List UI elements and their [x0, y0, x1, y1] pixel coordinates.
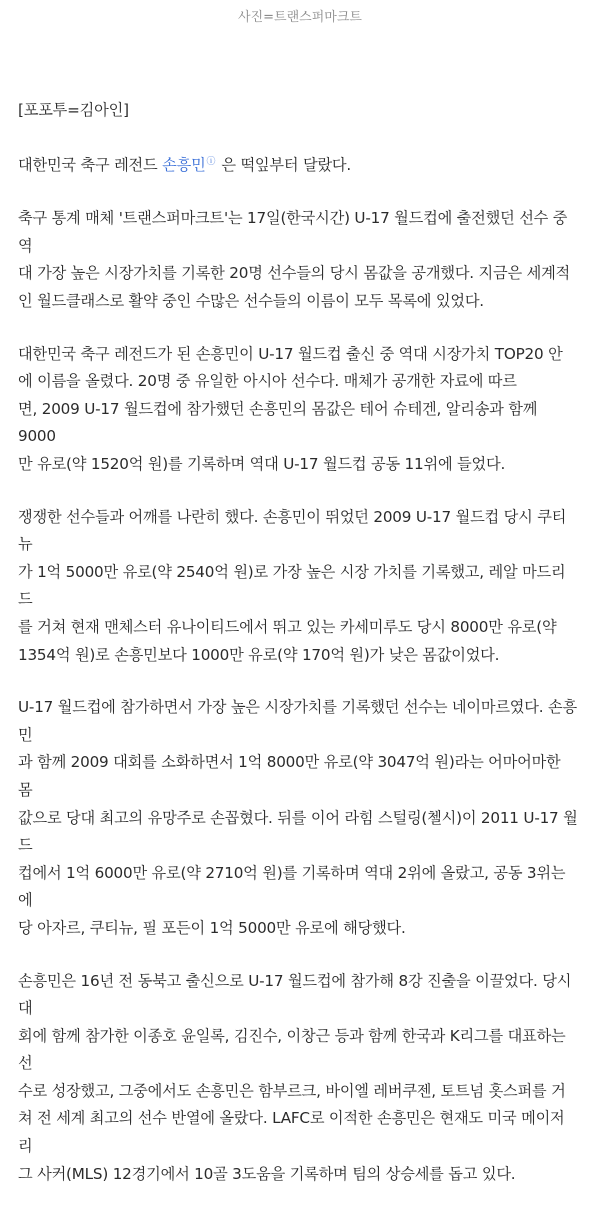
paragraph-line: 만 유로(약 1520억 원)를 기록하며 역대 U-17 월드컵 공동 11위에 들었다. [18, 455, 506, 473]
paragraph-line: 대한민국 축구 레전드가 된 손흥민이 U-17 월드컵 출신 중 역대 시장가치 TOP20 안 [18, 344, 563, 363]
article-paragraph [18, 205, 578, 315]
paragraph-line: 쳐 전 세계 최고의 선수 반열에 올랐다. LAFC로 이적한 손흥민은 현재도 미국 메이저리 [18, 1109, 565, 1156]
paragraph-line: 그 사커(MLS) 12경기에서 10골 3도움을 기록하며 팀의 상승세를 돕고 있다. [18, 1164, 516, 1183]
paragraph-line: 회에 함께 참가한 이종호 윤일록, 김진수, 이창근 등과 함께 한국과 K리그를 대표하는 선 [18, 1026, 566, 1073]
person-link[interactable]: 손흥민 [162, 155, 206, 174]
lead-text-before: 대한민국 축구 레전드 [18, 155, 163, 174]
paragraph-line: 쟁쟁한 선수들과 어깨를 나란히 했다. 손흥민이 뛰었던 2009 U-17 월드컵 당시 쿠티뉴 [18, 507, 567, 554]
lead-text-after: 은 떡잎부터 달랐다. [221, 155, 352, 174]
article-paragraph [18, 341, 578, 479]
article-paragraph [18, 968, 578, 1189]
paragraph-line: 대 가장 높은 시장가치를 기록한 20명 선수들의 당시 몸값을 공개했다. 지금은 세계적 [18, 264, 571, 283]
info-icon[interactable]: ⓘ [206, 156, 216, 167]
paragraph-line: 과 함께 2009 대회를 소화하면서 1억 8000만 유로(약 3047억 원)라는 어마어마한 몸 [18, 753, 561, 799]
paragraph-line: 가 1억 5000만 유로(약 2540억 원)로 가장 높은 시장 가치를 기록했고, 레알 마드리드 [18, 562, 566, 609]
paragraph-line: 손흥민은 16년 전 동북고 출신으로 U-17 월드컵에 참가해 8강 진출을 이끌었다. 당시 대 [18, 971, 572, 1018]
paragraph-line: 값으로 당대 최고의 유망주로 손꼽혔다. 뒤를 이어 라힘 스털링(첼시)이 2011 U-17 월드 [18, 808, 578, 855]
body-paragraphs [18, 205, 578, 1188]
paragraph-line: 에 이름을 올렸다. 20명 중 유일한 아시아 선수다. 매체가 공개한 자료에 따르 [18, 372, 517, 391]
lead-paragraph [18, 149, 578, 180]
paragraph-line: 수로 성장했고, 그중에서도 손흥민은 함부르크, 바이엘 레버쿠젠, 토트넘 홋스퍼를 거 [18, 1081, 566, 1100]
paragraph-line: 1354억 원)로 손흥민보다 1000만 유로(약 170억 원)가 낮은 몸값이었다. [18, 645, 500, 664]
article-paragraph [18, 504, 578, 670]
byline: [포포투=김아인] [18, 101, 129, 119]
paragraph-line: 면, 2009 U-17 월드컵에 참가했던 손흥민의 몸값은 테어 슈테겐, 알리송과 함께 9000 [18, 399, 538, 446]
paragraph-line: 축구 통계 매체 '트랜스퍼마크트'는 17일(한국시간) U-17 월드컵에 출전했던 선수 중 역 [18, 209, 568, 255]
article-body [18, 97, 578, 1213]
paragraph-line: U-17 월드컵에 참가하면서 가장 높은 시장가치를 기록했던 선수는 네이마르였다. 손흥민 [18, 698, 577, 744]
article-paragraph [18, 694, 578, 942]
paragraph-line: 인 월드클래스로 활약 중인 수많은 선수들의 이름이 모두 목록에 있었다. [18, 292, 484, 311]
paragraph-line: 당 아자르, 쿠티뉴, 필 포든이 1억 5000만 유로에 해당했다. [18, 918, 406, 937]
paragraph-line: 를 거쳐 현재 맨체스터 유나이티드에서 뛰고 있는 카세미루도 당시 8000만 유로(약 [18, 617, 557, 636]
photo-caption: 사진=트랜스퍼마크트 [238, 10, 362, 25]
paragraph-line: 컵에서 1억 6000만 유로(약 2710억 원)를 기록하며 역대 2위에 올랐고, 공동 3위는 에 [18, 863, 566, 910]
